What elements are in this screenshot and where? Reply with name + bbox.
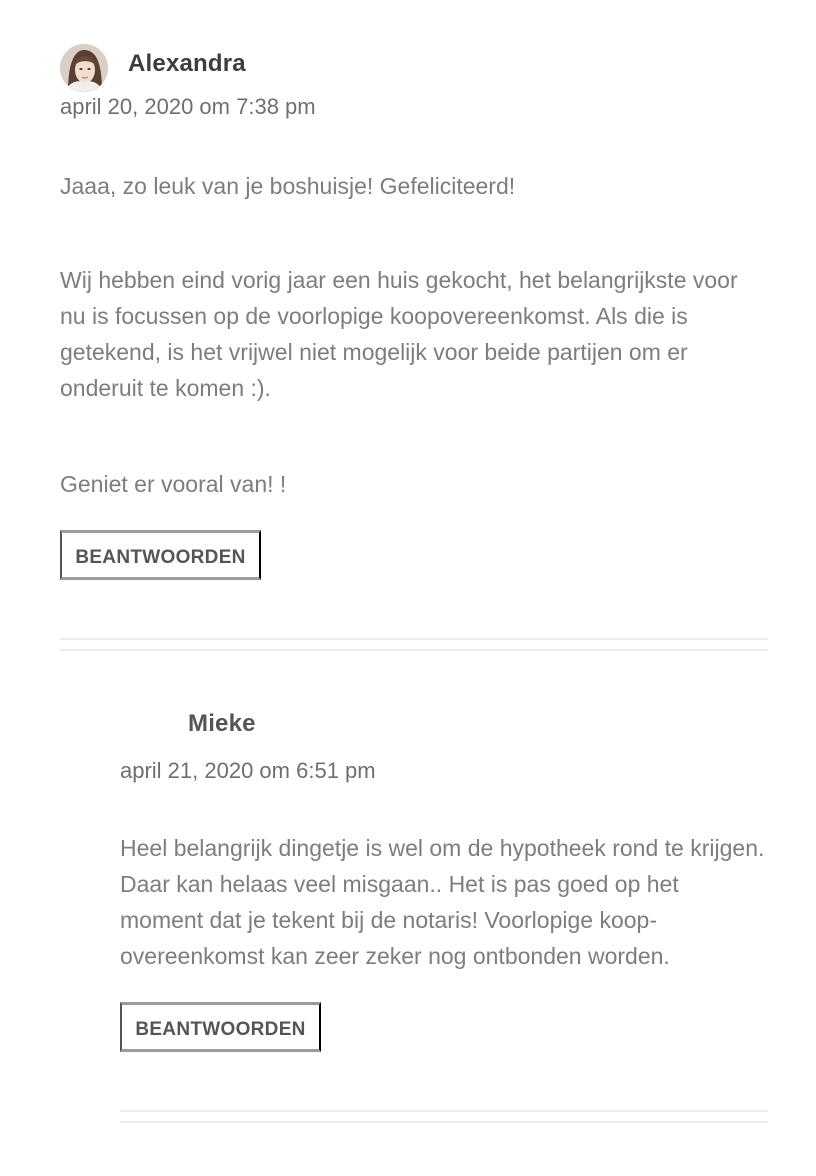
comment-divider bbox=[120, 1110, 768, 1123]
comment-header bbox=[120, 708, 768, 756]
reply-button[interactable]: BEANTWOORDEN bbox=[120, 1002, 321, 1052]
comment-mieke bbox=[120, 708, 768, 1040]
comment-date[interactable]: april 20, 2020 om 7:38 pm bbox=[60, 94, 316, 119]
comment-author[interactable]: Alexandra bbox=[128, 50, 246, 77]
comment-author[interactable]: Mieke bbox=[188, 710, 256, 737]
comment-paragraph: Wij hebben eind vorig jaar een huis gekocht, het belangrijkste voor nu is focussen op de voorlopige koopovereenkomst. Als die is getekend, is het vrijwel niet mogelijk voor beide partijen om er onderuit te komen :). bbox=[60, 267, 738, 401]
avatar-portrait-icon bbox=[60, 44, 108, 92]
comment-divider bbox=[60, 638, 768, 651]
reply-button[interactable]: BEANTWOORDEN bbox=[60, 530, 261, 580]
comment-alexandra bbox=[60, 44, 768, 568]
comment-paragraph: Geniet er vooral van! ! bbox=[60, 471, 287, 497]
comment-date[interactable]: april 21, 2020 om 6:51 pm bbox=[120, 758, 376, 783]
avatar[interactable] bbox=[60, 44, 108, 92]
comment-paragraph: Heel belangrijk dingetje is wel om de hypotheek rond te krijgen. Daar kan helaas veel misgaan.. Het is pas goed op het moment dat je tekent bij de notaris! Voorlopige koop-overeenkomst kan zeer zeker nog ontbonden worden. bbox=[120, 835, 765, 969]
comment-header bbox=[60, 44, 768, 92]
comment-paragraph: Jaaa, zo leuk van je boshuisje! Gefeliciteerd! bbox=[60, 173, 516, 199]
